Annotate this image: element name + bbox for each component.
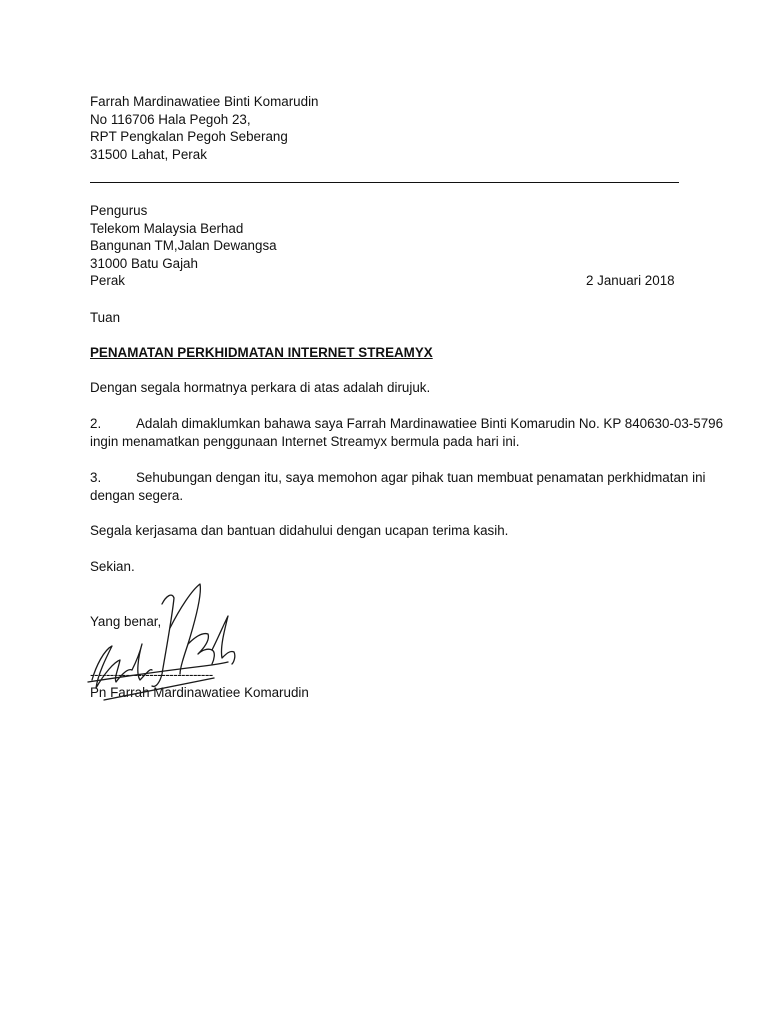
paragraph-3-number: 3. bbox=[90, 470, 102, 485]
paragraph-3 bbox=[90, 469, 706, 504]
sender-address-line-1: No 116706 Hala Pegoh 23, bbox=[90, 111, 251, 127]
recipient-line-5: Perak bbox=[90, 273, 125, 288]
recipient-line-2: Telekom Malaysia Berhad bbox=[90, 220, 244, 236]
recipient-line-1: Pengurus bbox=[90, 203, 148, 218]
signatory-name: Pn Farrah Mardinawatiee Komarudin bbox=[90, 685, 309, 700]
paragraph-1: Dengan segala hormatnya perkara di atas adalah dirujuk. bbox=[90, 380, 431, 395]
signature-line: ------------------------------- bbox=[90, 667, 213, 682]
recipient-address bbox=[90, 202, 277, 290]
recipient-line-4: 31000 Batu Gajah bbox=[90, 255, 198, 271]
salutation: Tuan bbox=[90, 310, 121, 325]
paragraph-3-line-1 bbox=[90, 469, 706, 487]
header-divider bbox=[90, 182, 679, 183]
paragraph-2-text-1: Adalah dimaklumkan bahawa saya Farrah Mardinawatiee Binti Komarudin No. KP 840630-03-5796 bbox=[136, 416, 724, 431]
closing-yang-benar: Yang benar, bbox=[90, 614, 162, 629]
paragraph-2-line-2: ingin menamatkan penggunaan Internet Streamyx bermula pada hari ini. bbox=[90, 433, 520, 449]
paragraph-2-line-1 bbox=[90, 415, 724, 433]
handwritten-signature bbox=[84, 578, 244, 710]
paragraph-4: Segala kerjasama dan bantuan didahului dengan ucapan terima kasih. bbox=[90, 523, 509, 538]
sender-name: Farrah Mardinawatiee Binti Komarudin bbox=[90, 94, 319, 109]
sender-address-line-3: 31500 Lahat, Perak bbox=[90, 146, 207, 162]
recipient-line-3: Bangunan TM,Jalan Dewangsa bbox=[90, 238, 277, 253]
subject-heading: PENAMATAN PERKHIDMATAN INTERNET STREAMYX bbox=[90, 345, 433, 360]
letter-date: 2 Januari 2018 bbox=[586, 273, 675, 288]
sender-address bbox=[90, 93, 319, 163]
paragraph-3-line-2: dengan segera. bbox=[90, 487, 184, 503]
paragraph-5: Sekian. bbox=[90, 559, 135, 574]
paragraph-3-text-1: Sehubungan dengan itu, saya memohon agar pihak tuan membuat penamatan perkhidmatan ini bbox=[136, 470, 706, 485]
paragraph-2-number: 2. bbox=[90, 416, 102, 431]
sender-address-line-2: RPT Pengkalan Pegoh Seberang bbox=[90, 129, 288, 144]
paragraph-2 bbox=[90, 415, 724, 450]
